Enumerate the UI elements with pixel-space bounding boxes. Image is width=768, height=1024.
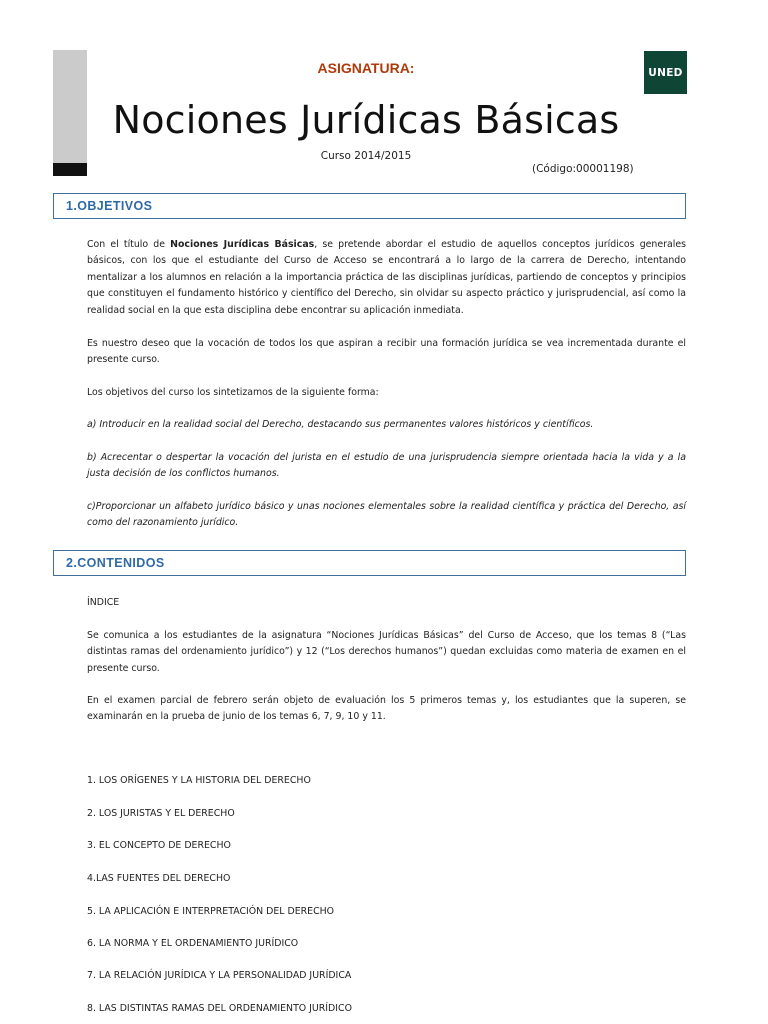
objetivo-a: a) Introducir en la realidad social del Derecho, destacando sus permanentes valores históricos y científicos. xyxy=(87,419,594,430)
objetivos-paragraph-2: Es nuestro deseo que la vocación de todos los que aspiran a recibir una formación jurídica se vea incrementada durante el presente curso. xyxy=(87,338,686,366)
decorative-black-bar xyxy=(53,163,87,176)
section-heading-label: 1.OBJETIVOS xyxy=(66,199,153,213)
text-span: Con el título de xyxy=(87,239,171,250)
contenidos-paragraph-1: Se comunica a los estudiantes de la asignatura “Nociones Jurídicas Básicas” del Curso de Acceso, que los temas 8 (“Las distintas ramas del ordenamiento jurídico”) y 12 (“Los derechos humanos”) quedan excluidas como materia de examen en el presente curso. xyxy=(87,630,686,674)
subject-code: (Código:00001198) xyxy=(532,163,634,175)
index-label: ÍNDICE xyxy=(87,597,120,608)
logo-text: UNED xyxy=(648,66,683,79)
text-span: , se pretende abordar el estudio de aquellos conceptos jurídicos generales básicos, con los que el estudiante del Curso de Acceso se encontrará a lo largo de la carrera de Derecho, intentando mentalizar a los alumnos en relación a la importancia práctica de las disciplinas jurídicas, partiendo de conceptos y principios que constituyen el fundamento histórico y científico del Derecho, sin olvidar su aspecto práctico y jurisprudencial, así como la realidad social en la que esta disciplina debe encontrar su aplicación inmediata. xyxy=(87,239,686,316)
section-heading-label: 2.CONTENIDOS xyxy=(66,556,165,570)
objetivo-c: c)Proporcionar un alfabeto jurídico básico y unas nociones elementales sobre la realidad científica y práctica del Derecho, así como del razonamiento jurídico. xyxy=(87,501,686,529)
topic-item: 5. LA APLICACIÓN E INTERPRETACIÓN DEL DERECHO xyxy=(87,906,335,917)
topic-item: 1. LOS ORÍGENES Y LA HISTORIA DEL DERECHO xyxy=(87,775,311,786)
topic-item: 2. LOS JURISTAS Y EL DERECHO xyxy=(87,808,235,819)
contenidos-paragraph-2: En el examen parcial de febrero serán objeto de evaluación los 5 primeros temas y, los estudiantes que la superen, se examinarán en la prueba de junio de los temas 6, 7, 9, 10 y 11. xyxy=(87,695,686,723)
uned-logo xyxy=(644,51,687,94)
course-year: Curso 2014/2015 xyxy=(320,150,412,162)
topic-item: 6. LA NORMA Y EL ORDENAMIENTO JURÍDICO xyxy=(87,938,299,949)
section-heading-contenidos xyxy=(53,550,686,576)
topic-item: 7. LA RELACIÓN JURÍDICA Y LA PERSONALIDAD JURÍDICA xyxy=(87,970,352,981)
subject-label: ASIGNATURA: xyxy=(317,60,415,76)
section-heading-objetivos xyxy=(53,193,686,219)
objetivos-paragraph-3: Los objetivos del curso los sintetizamos de la siguiente forma: xyxy=(87,387,379,398)
topic-item: 3. EL CONCEPTO DE DERECHO xyxy=(87,840,231,851)
subject-name-bold: Nociones Jurídicas Básicas xyxy=(170,239,315,250)
objetivos-intro-paragraph xyxy=(87,237,686,319)
page-title: Nociones Jurídicas Básicas xyxy=(112,98,620,142)
topic-item: 4.LAS FUENTES DEL DERECHO xyxy=(87,873,231,884)
topic-item: 8. LAS DISTINTAS RAMAS DEL ORDENAMIENTO JURÍDICO xyxy=(87,1003,352,1014)
objetivo-b: b) Acrecentar o despertar la vocación del jurista en el estudio de una jurisprudencia siempre orientada hacia la vida y a la justa decisión de los conflictos humanos. xyxy=(87,452,686,480)
